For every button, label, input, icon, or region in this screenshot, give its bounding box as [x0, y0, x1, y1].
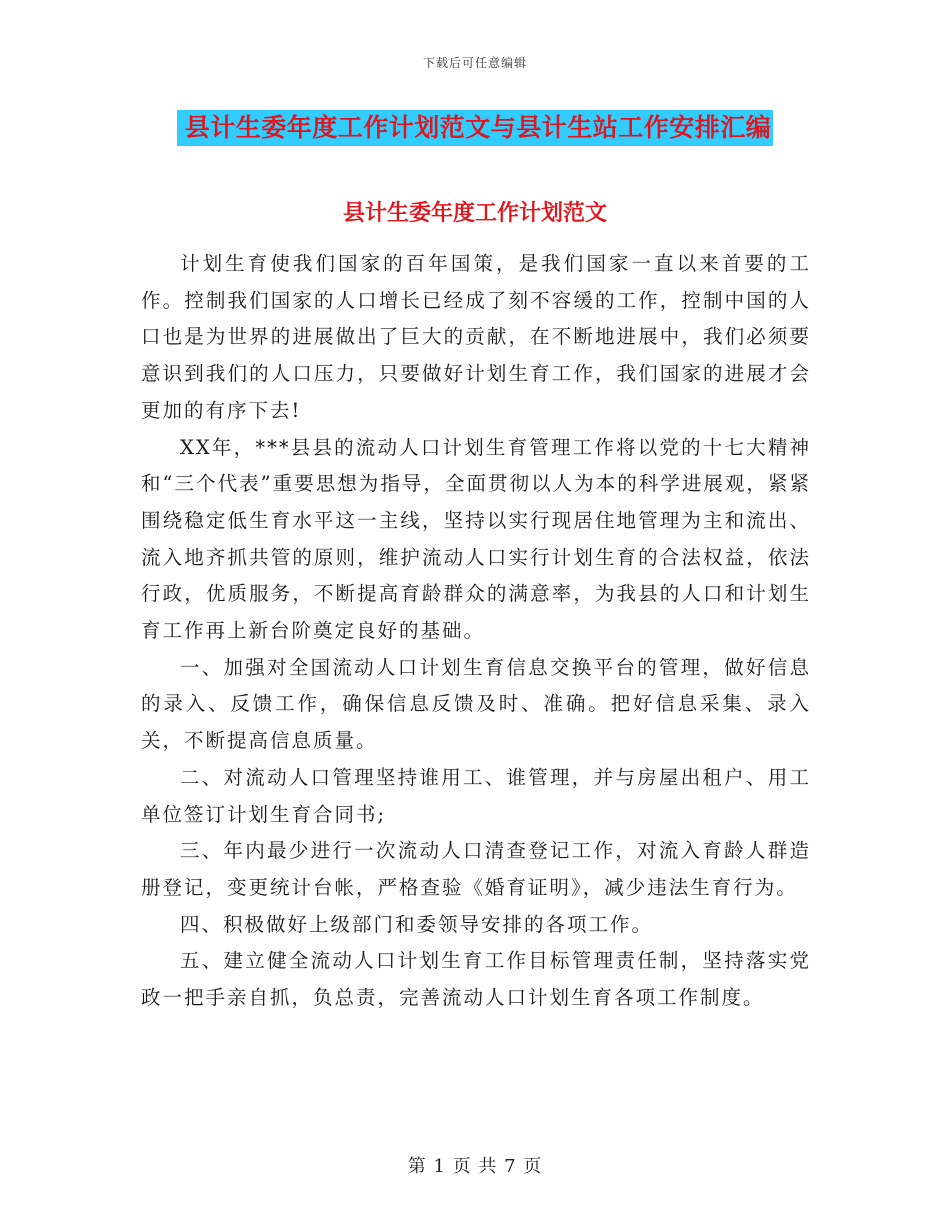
- paragraph-item-3: 三、年内最少进行一次流动人口清查登记工作，对流入育龄人群造册登记，变更统计台帐，严格查验《婚育证明》，减少违法生育行为。: [141, 839, 811, 899]
- document-main-title: 县计生委年度工作计划范文与县计生站工作安排汇编: [177, 110, 774, 146]
- paragraph-intro: 计划生育使我们国家的百年国策，是我们国家一直以来首要的工作。控制我们国家的人口增长已经成了刻不容缓的工作，控制中国的人口也是为世界的进展做出了巨大的贡献，在不断地进展中，我们必须要意识到我们的人口压力，只要做好计划生育工作，我们国家的进展才会更加的有序下去!: [141, 252, 811, 422]
- document-body: [141, 246, 811, 1017]
- header-note: 下载后可任意编辑: [422, 56, 527, 70]
- paragraph-item-4: 四、积极做好上级部门和委领导安排的各项工作。: [180, 912, 654, 936]
- paragraph-item-5: 五、建立健全流动人口计划生育工作目标管理责任制，坚持落实党政一把手亲自抓，负总责，完善流动人口计划生育各项工作制度。: [141, 949, 811, 1010]
- page-number-footer: 第 1 页 共 7 页: [407, 1156, 543, 1177]
- paragraph-item-1: 一、加强对全国流动人口计划生育信息交换平台的管理，做好信息的录入、反馈工作，确保信息反馈及时、准确。把好信息采集、录入关，不断提高信息质量。: [141, 655, 811, 753]
- paragraph-overview: XX年，***县县的流动人口计划生育管理工作将以党的十七大精神和“三个代表”重要思想为指导，全面贯彻以人为本的科学进展观，紧紧围绕稳定低生育水平这一主线，坚持以实行现居住地管理为主和流出、流入地齐抓共管的原则，维护流动人口实行计划生育的合法权益，依法行政，优质服务，不断提高育龄群众的满意率，为我县的人口和计划生育工作再上新台阶奠定良好的基础。: [141, 435, 811, 643]
- document-section-title: 县计生委年度工作计划范文: [342, 200, 607, 226]
- main-title-container: [0, 110, 950, 146]
- paragraph-item-2: 二、对流动人口管理坚持谁用工、谁管理，并与房屋出租户、用工单位签订计划生育合同书;: [141, 765, 811, 826]
